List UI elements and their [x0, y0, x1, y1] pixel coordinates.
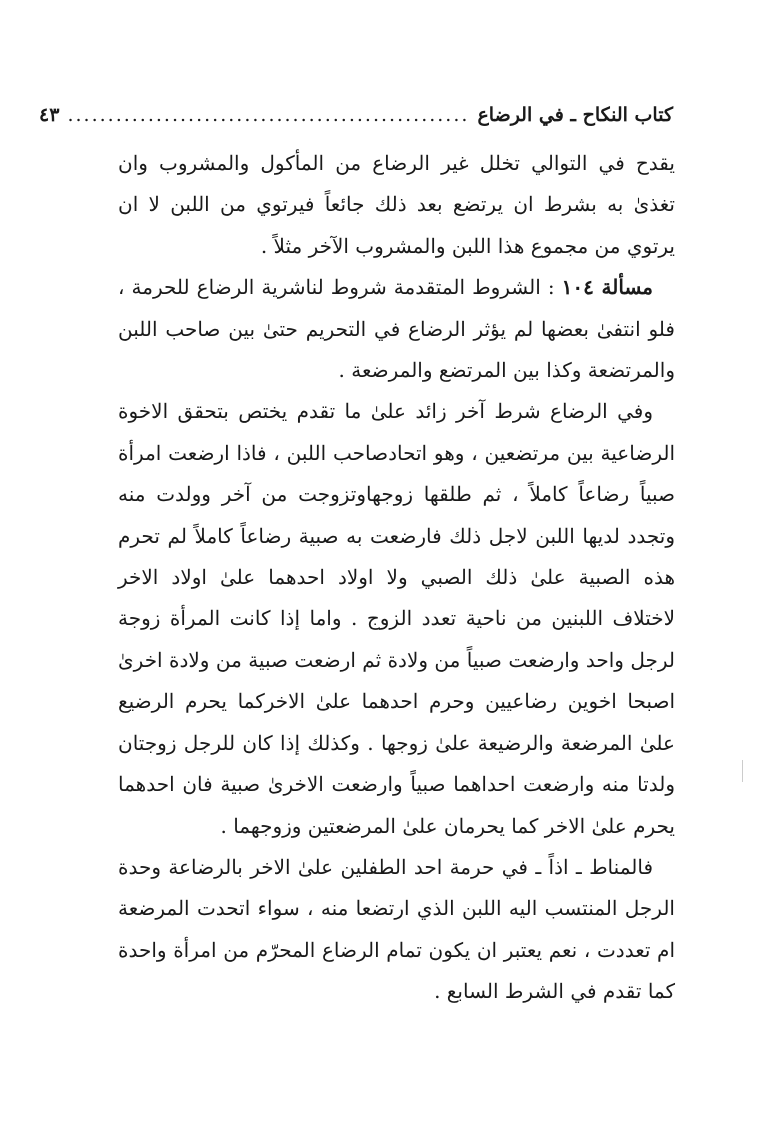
header-leader-dots: .................................................. [67, 104, 470, 126]
paragraph-4 [118, 847, 675, 1013]
paragraph-2-text: : الشروط المتقدمة شروط لناشرية الرضاع للحرمة ، فلو انتفىٰ بعضها لم يؤثر الرضاع في التحريم حتىٰ بين صاحب اللبن والمرتضعة وكذا بين المرتضع والمرضعة . [118, 275, 675, 383]
paragraph-1 [118, 143, 675, 267]
paragraph-4-text: فالمناط ـ اذاً ـ في حرمة احد الطفلين علىٰ الاخر بالرضاعة وحدة الرجل المنتسب اليه اللبن الذي ارتضعا منه ، سواء اتحدت المرضعة ام تعددت ، نعم يعتبر ان يكون تمام الرضاع المحرّم من امرأة واحدة كما تقدم في الشرط السابع . [118, 854, 675, 1004]
body-text [118, 143, 675, 1013]
header-title: كتاب النكاح ـ في الرضاع [477, 104, 673, 126]
running-header [39, 98, 673, 132]
paragraph-3 [118, 391, 675, 846]
paragraph-3-text: وفي الرضاع شرط آخر زائد علىٰ ما تقدم يختص بتحقق الاخوة الرضاعية بين مرتضعين ، وهو اتحادصاحب اللبن ، فاذا ارضعت امرأة صبياً رضاعاً كاملاً ، ثم طلقها زوجهاوتزوجت من آخر وولدت منه وتجدد لديها اللبن لاجل ذلك فارضعت به صبية رضاعاً كاملاً لم تحرم هذه الصبية علىٰ ذلك الصبي ولا اولاد احدهما علىٰ اولاد الاخر لاختلاف اللبنين من ناحية تعدد الزوج . واما إذا كانت المرأة زوجة لرجل واحد وارضعت صبياً من ولادة ثم ارضعت صبية من ولادة اخرىٰ اصبحا اخوين رضاعيين وحرم احدهما علىٰ الاخركما يحرم الرضيع علىٰ المرضعة والرضيعة علىٰ زوجها . وكذلك إذا كان للرجل زوجتان ولدتا منه وارضعت احداهما صبياً وارضعت الاخرىٰ صبية فان احدهما يحرم علىٰ الاخر كما يحرمان علىٰ المرضعتين وزوجهما . [118, 399, 675, 838]
paragraph-1-text: يقدح في التوالي تخلل غير الرضاع من المأكول والمشروب وان تغذىٰ به بشرط ان يرتضع بعد ذلك جائعاً فيرتوي من اللبن لا ان يرتوي من مجموع هذا اللبن والمشروب الآخر مثلاً . [118, 151, 675, 258]
margin-mark [742, 760, 743, 782]
page-number: ٤٣ [39, 104, 60, 126]
paragraph-2 [118, 267, 675, 391]
issue-label: مسألة ١٠٤ [561, 275, 653, 300]
